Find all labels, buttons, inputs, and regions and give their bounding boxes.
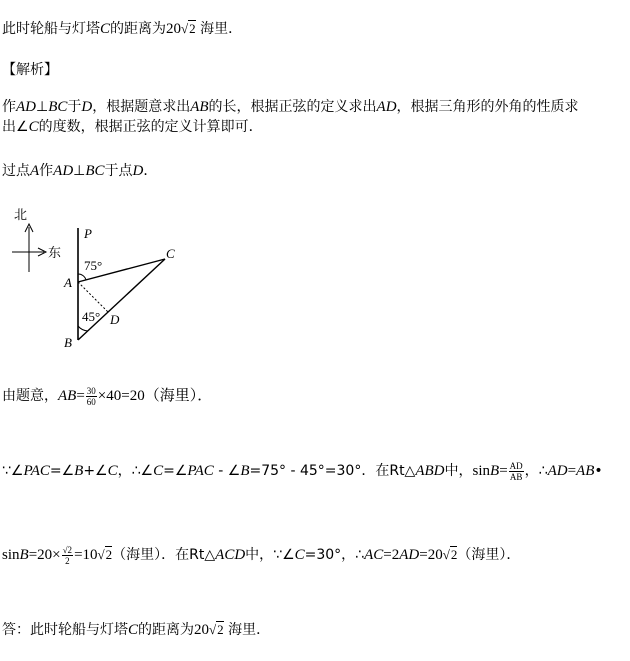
text: ，∴ xyxy=(524,463,548,479)
text: +∠ xyxy=(83,463,108,479)
var: AD xyxy=(53,163,74,179)
var-c: C xyxy=(100,21,111,37)
text: = xyxy=(499,463,508,479)
point-A-label: A xyxy=(64,275,72,290)
text: 由题意， xyxy=(2,388,58,404)
text: 的距离为 xyxy=(110,21,167,37)
sqrt: √2 xyxy=(181,21,196,36)
section-label: 【解析】 xyxy=(2,62,58,78)
numerator: √2 xyxy=(62,544,73,555)
angle-arc-top xyxy=(78,274,86,280)
var: ACD xyxy=(215,547,246,563)
var: BC xyxy=(48,99,68,115)
text: 此时轮船与灯塔 xyxy=(2,21,100,37)
text: =20× xyxy=(28,547,61,563)
text: ∵∠ xyxy=(2,463,24,479)
sqrt: √2 xyxy=(97,547,113,562)
point-C-label: C xyxy=(166,246,175,261)
fraction xyxy=(62,545,73,566)
text: =20 xyxy=(419,547,443,563)
angle-arc-bottom xyxy=(78,326,88,331)
text: （海里）． xyxy=(457,547,521,563)
text: sin xyxy=(472,463,491,479)
var: AC xyxy=(364,547,384,563)
sqrt: √2 xyxy=(442,547,458,562)
fraction xyxy=(86,386,97,407)
text: sin xyxy=(2,547,20,563)
construction-line xyxy=(2,162,157,180)
var: B xyxy=(74,463,84,479)
var: B xyxy=(19,547,29,563)
var: PAC xyxy=(187,463,214,479)
text: =30°，∴ xyxy=(304,547,365,563)
var: AD xyxy=(376,99,397,115)
var: B xyxy=(490,463,500,479)
text: 答：此时轮船与灯塔 xyxy=(2,622,128,638)
point-B-label: B xyxy=(64,335,72,350)
radicand: 2 xyxy=(450,547,458,562)
var: ABD xyxy=(415,463,445,479)
numerator: AD xyxy=(509,460,523,471)
denominator: 2 xyxy=(65,555,70,566)
text: 于点 xyxy=(104,163,133,179)
perp-symbol: ⊥ xyxy=(36,99,49,115)
var: AB xyxy=(576,463,595,479)
text: ×40=20（海里）． xyxy=(97,388,213,404)
text: 中， xyxy=(444,463,473,479)
step-3-line xyxy=(2,544,520,566)
step-2-line xyxy=(2,460,603,482)
text: =2 xyxy=(383,547,400,563)
var: BC xyxy=(85,163,105,179)
geometry-figure xyxy=(0,200,200,360)
text: ． xyxy=(143,163,158,179)
text: ，根据题意求出 xyxy=(92,99,191,115)
final-answer-line xyxy=(2,621,270,639)
analysis-line-1 xyxy=(2,98,579,116)
var: AD xyxy=(399,547,420,563)
east-label: 东 xyxy=(48,245,62,260)
var: PAC xyxy=(23,463,50,479)
radicand: 2 xyxy=(189,21,196,36)
text: 的距离为 xyxy=(138,622,195,638)
coef: 20 xyxy=(166,21,182,37)
text: ，根据三角形的外角的性质求 xyxy=(396,99,579,115)
text: =75° - 45°=30°．在Rt△ xyxy=(249,463,416,479)
denominator: AB xyxy=(509,471,523,482)
var-c: C xyxy=(128,622,139,638)
text: =10 xyxy=(74,547,98,563)
text: = xyxy=(76,388,85,404)
radicand: 2 xyxy=(105,547,113,562)
text: 过点 xyxy=(2,163,30,179)
line-AD-dotted xyxy=(78,282,108,312)
text: 的度数，根据正弦的定义计算即可． xyxy=(38,119,263,135)
angle-45-label: 45° xyxy=(82,309,101,324)
var: AB xyxy=(58,388,77,404)
fraction xyxy=(509,461,524,482)
text: • xyxy=(594,463,603,479)
radicand: 2 xyxy=(217,622,224,637)
perp-symbol: ⊥ xyxy=(73,163,86,179)
var: AD xyxy=(547,463,568,479)
text: 作 xyxy=(39,163,54,179)
var: C xyxy=(28,119,39,135)
point-D-label: D xyxy=(110,312,120,327)
step-1-line xyxy=(2,385,212,407)
var: B xyxy=(240,463,250,479)
angle-75-label: 75° xyxy=(84,258,103,273)
text: 出∠ xyxy=(2,119,29,135)
var: A xyxy=(30,163,40,179)
text: ，∴∠ xyxy=(117,463,154,479)
text: 于 xyxy=(67,99,82,115)
coef: 20 xyxy=(194,622,210,638)
sqrt: √2 xyxy=(209,622,224,637)
text: 的长，根据正弦的定义求出 xyxy=(208,99,377,115)
text: 海里． xyxy=(195,21,243,37)
text: =∠ xyxy=(49,463,75,479)
point-P-label: P xyxy=(84,226,92,241)
numerator: 30 xyxy=(86,385,96,396)
text: （海里）．在Rt△ xyxy=(112,547,216,563)
var: D xyxy=(81,99,93,115)
text: =∠ xyxy=(163,463,188,479)
top-answer-line xyxy=(2,20,242,38)
var: C xyxy=(107,463,118,479)
denominator: 60 xyxy=(86,396,96,407)
text: - ∠ xyxy=(213,463,241,479)
north-label: 北 xyxy=(14,207,28,222)
var: D xyxy=(132,163,144,179)
analysis-line-2 xyxy=(2,118,263,136)
text: 中，∵∠ xyxy=(245,547,295,563)
var: AB xyxy=(190,99,209,115)
var: C xyxy=(153,463,164,479)
text: 海里． xyxy=(223,622,271,638)
text: 作 xyxy=(2,99,16,115)
text: = xyxy=(567,463,577,479)
var: AD xyxy=(16,99,36,115)
var: C xyxy=(294,547,305,563)
